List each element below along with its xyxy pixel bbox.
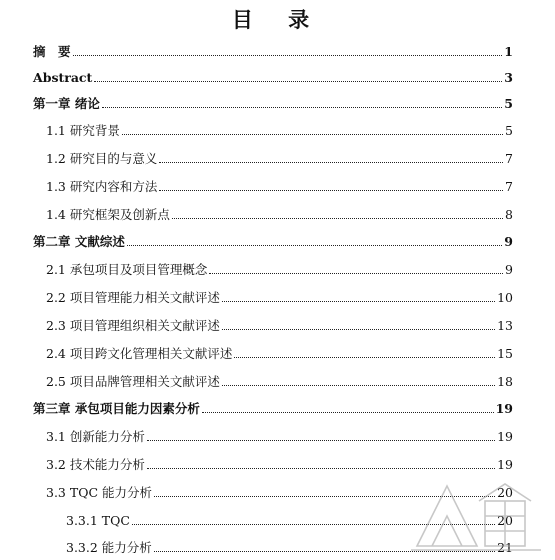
toc-page-number: 3 (504, 70, 513, 85)
toc-entry-2-1[interactable] (46, 258, 513, 278)
dot-leader (94, 81, 502, 82)
dot-leader (222, 329, 495, 330)
toc-entry-2-3[interactable] (46, 314, 513, 334)
toc-entry-1-1[interactable] (46, 119, 513, 139)
toc-entry-label: 3.3.2 能力分析 (66, 540, 152, 555)
toc-entry-label: 2.3 项目管理组织相关文献评述 (46, 318, 220, 333)
toc-entry-label: 1.2 研究目的与意义 (46, 151, 158, 166)
toc-page-number: 1 (504, 44, 513, 59)
toc-page-number: 7 (505, 151, 513, 166)
toc-entry-label: 2.2 项目管理能力相关文献评述 (46, 290, 220, 305)
toc-entry-abstract-cn[interactable] (33, 40, 513, 60)
toc-page-number: 19 (497, 429, 513, 444)
toc-entry-2-2[interactable] (46, 286, 513, 306)
toc-entry-1-3[interactable] (46, 175, 513, 195)
toc-entry-label: 2.5 项目品牌管理相关文献评述 (46, 374, 220, 389)
toc-entry-label: Abstract (33, 70, 93, 85)
dot-leader (209, 273, 503, 274)
toc-page-number: 9 (504, 234, 513, 249)
toc-page-number: 18 (497, 374, 513, 389)
dot-leader (159, 190, 503, 191)
toc-entry-chapter-1[interactable] (33, 92, 513, 112)
toc-entry-label: 第一章 绪论 (33, 96, 100, 111)
toc-entry-label: 3.3 TQC 能力分析 (46, 485, 152, 500)
toc-entry-2-5[interactable] (46, 370, 513, 390)
toc-entry-label: 1.4 研究框架及创新点 (46, 207, 170, 222)
toc-entry-label: 2.1 承包项目及项目管理概念 (46, 262, 208, 277)
toc-entry-chapter-3[interactable] (33, 397, 513, 417)
toc-page-number: 8 (505, 207, 513, 222)
toc-page-number: 5 (505, 123, 513, 138)
toc-page-number: 7 (505, 179, 513, 194)
toc-entry-1-4[interactable] (46, 203, 513, 223)
toc-entry-2-4[interactable] (46, 342, 513, 362)
toc-entry-label: 第三章 承包项目能力因素分析 (33, 401, 200, 416)
dot-leader (102, 107, 502, 108)
toc-page-number: 20 (497, 485, 513, 500)
toc-page-number: 21 (497, 540, 513, 555)
dot-leader (147, 440, 495, 441)
toc-entry-label: 第二章 文献综述 (33, 234, 125, 249)
dot-leader (122, 134, 503, 135)
toc-page-number: 15 (497, 346, 513, 361)
dot-leader (159, 162, 503, 163)
toc-entry-abstract-en[interactable] (33, 66, 513, 86)
toc-entry-label: 摘 要 (33, 44, 71, 59)
toc-page-number: 10 (497, 290, 513, 305)
toc-page-number: 19 (497, 457, 513, 472)
toc-entry-label: 1.3 研究内容和方法 (46, 179, 158, 194)
toc-entry-label: 1.1 研究背景 (46, 123, 120, 138)
toc-page-number: 13 (497, 318, 513, 333)
dot-leader (202, 412, 494, 413)
toc-entry-label: 2.4 项目跨文化管理相关文献评述 (46, 346, 233, 361)
toc-entry-label: 3.2 技术能力分析 (46, 457, 145, 472)
building-watermark-icon (407, 466, 547, 556)
dot-leader (222, 301, 495, 302)
toc-page-number: 5 (504, 96, 513, 111)
toc-page-number: 9 (505, 262, 513, 277)
toc-entry-chapter-2[interactable] (33, 230, 513, 250)
toc-entry-3-1[interactable] (46, 425, 513, 445)
toc-entry-label: 3.3.1 TQC (66, 513, 130, 528)
dot-leader (127, 245, 502, 246)
toc-entry-1-2[interactable] (46, 147, 513, 167)
dot-leader (172, 218, 503, 219)
toc-entry-label: 3.1 创新能力分析 (46, 429, 145, 444)
dot-leader (73, 55, 503, 56)
page-title: 目 录 (231, 8, 324, 32)
dot-leader (234, 357, 495, 358)
toc-page-number: 20 (497, 513, 513, 528)
toc-page-number: 19 (495, 401, 513, 416)
dot-leader (222, 385, 495, 386)
